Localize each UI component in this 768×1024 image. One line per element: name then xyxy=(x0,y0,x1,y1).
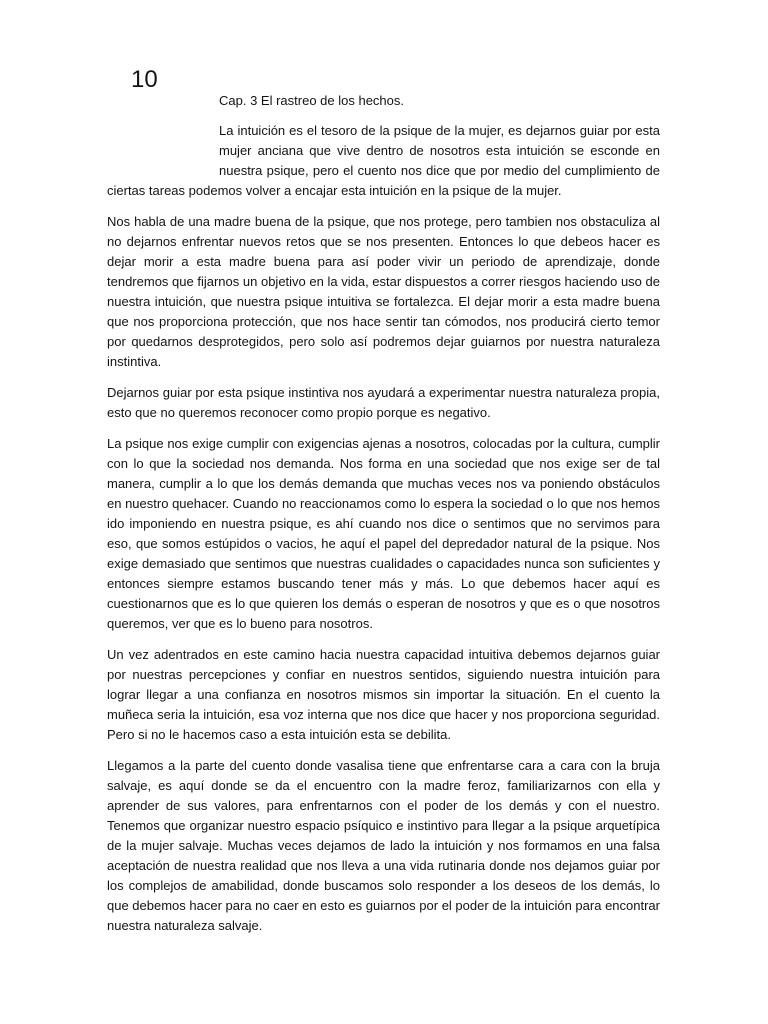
paragraph-4: La psique nos exige cumplir con exigencias ajenas a nosotros, colocadas por la cultura, cumplir con lo que la sociedad nos demanda. Nos forma en una sociedad que nos exige ser de tal manera, cumplir a lo que los demás demanda que muchas veces nos va poniendo obstáculos en nuestro quehacer. Cuando no reaccionamos como lo espera la sociedad o lo que nos hemos ido imponiendo en nuestra psique, es ahí cuando nos dice o sentimos que no servimos para eso, que somos estúpidos o vacios, he aquí el papel del depredador natural de la psique. Nos exige demasiado que sentimos que nuestras cualidades o capacidades nunca son suficientes y entonces siempre estamos buscando tener más y más. Lo que debemos hacer aquí es cuestionarnos que es lo que quieren los demás o esperan de nosotros y que es o que nosotros queremos, ver que es lo bueno para nosotros. xyxy=(107,436,660,631)
paragraph-1: La intuición es el tesoro de la psique de la mujer, es dejarnos guiar por esta mujer anciana que vive dentro de nosotros esta intuición se esconde en nuestra psique, pero el cuento nos dice que por medio del cumplimiento de ciertas tareas podemos volver a encajar esta intuición en la psique de la mujer. xyxy=(107,123,660,198)
body-text xyxy=(107,121,660,947)
paragraph-3: Dejarnos guiar por esta psique instintiva nos ayudará a experimentar nuestra naturaleza propia, esto que no queremos reconocer como propio porque es negativo. xyxy=(107,385,660,420)
paragraph-2: Nos habla de una madre buena de la psique, que nos protege, pero tambien nos obstaculiza al no dejarnos enfrentar nuevos retos que se nos presenten. Entonces lo que debeos hacer es dejar morir a esta madre buena para así poder vivir un periodo de aprendizaje, donde tendremos que fijarnos un objetivo en la vida, estar dispuestos a correr riesgos haciendo uso de nuestra intuición, que nuestra psique intuitiva se fortalezca. El dejar morir a esta madre buena que nos proporciona protección, que nos hace sentir tan cómodos, nos producirá cierto temor por quedarnos desprotegidos, pero solo así podremos dejar guiarnos por nuestra naturaleza instintiva. xyxy=(107,214,660,369)
page-number: 10 xyxy=(131,66,158,93)
indent-spacer xyxy=(107,121,219,181)
paragraph-6: Llegamos a la parte del cuento donde vasalisa tiene que enfrentarse cara a cara con la bruja salvaje, es aquí donde se da el encuentro con la madre feroz, familiarizarnos con ella y aprender de sus valores, para enfrentarnos con el poder de los demás y con el nuestro. Tenemos que organizar nuestro espacio psíquico e instintivo para llegar a la psique arquetípica de la mujer salvaje. Muchas veces dejamos de lado la intuición y nos formamos en una falsa aceptación de nuestra realidad que nos lleva a una vida rutinaria donde nos dejamos guiar por los complejos de amabilidad, donde buscamos solo responder a los deseos de los demás, lo que debemos hacer para no caer en esto es guiarnos por el poder de la intuición para encontrar nuestra naturaleza salvaje. xyxy=(107,758,660,933)
chapter-title: Cap. 3 El rastreo de los hechos. xyxy=(219,93,404,108)
paragraph-5: Un vez adentrados en este camino hacia nuestra capacidad intuitiva debemos dejarnos guiar por nuestras percepciones y confiar en nuestros sentidos, siguiendo nuestra intuición para lograr llegar a una confianza en nosotros mismos sin importar la situación. En el cuento la muñeca seria la intuición, esa voz interna que nos dice que hacer y nos proporciona seguridad. Pero si no le hacemos caso a esta intuición esta se debilita. xyxy=(107,647,660,742)
